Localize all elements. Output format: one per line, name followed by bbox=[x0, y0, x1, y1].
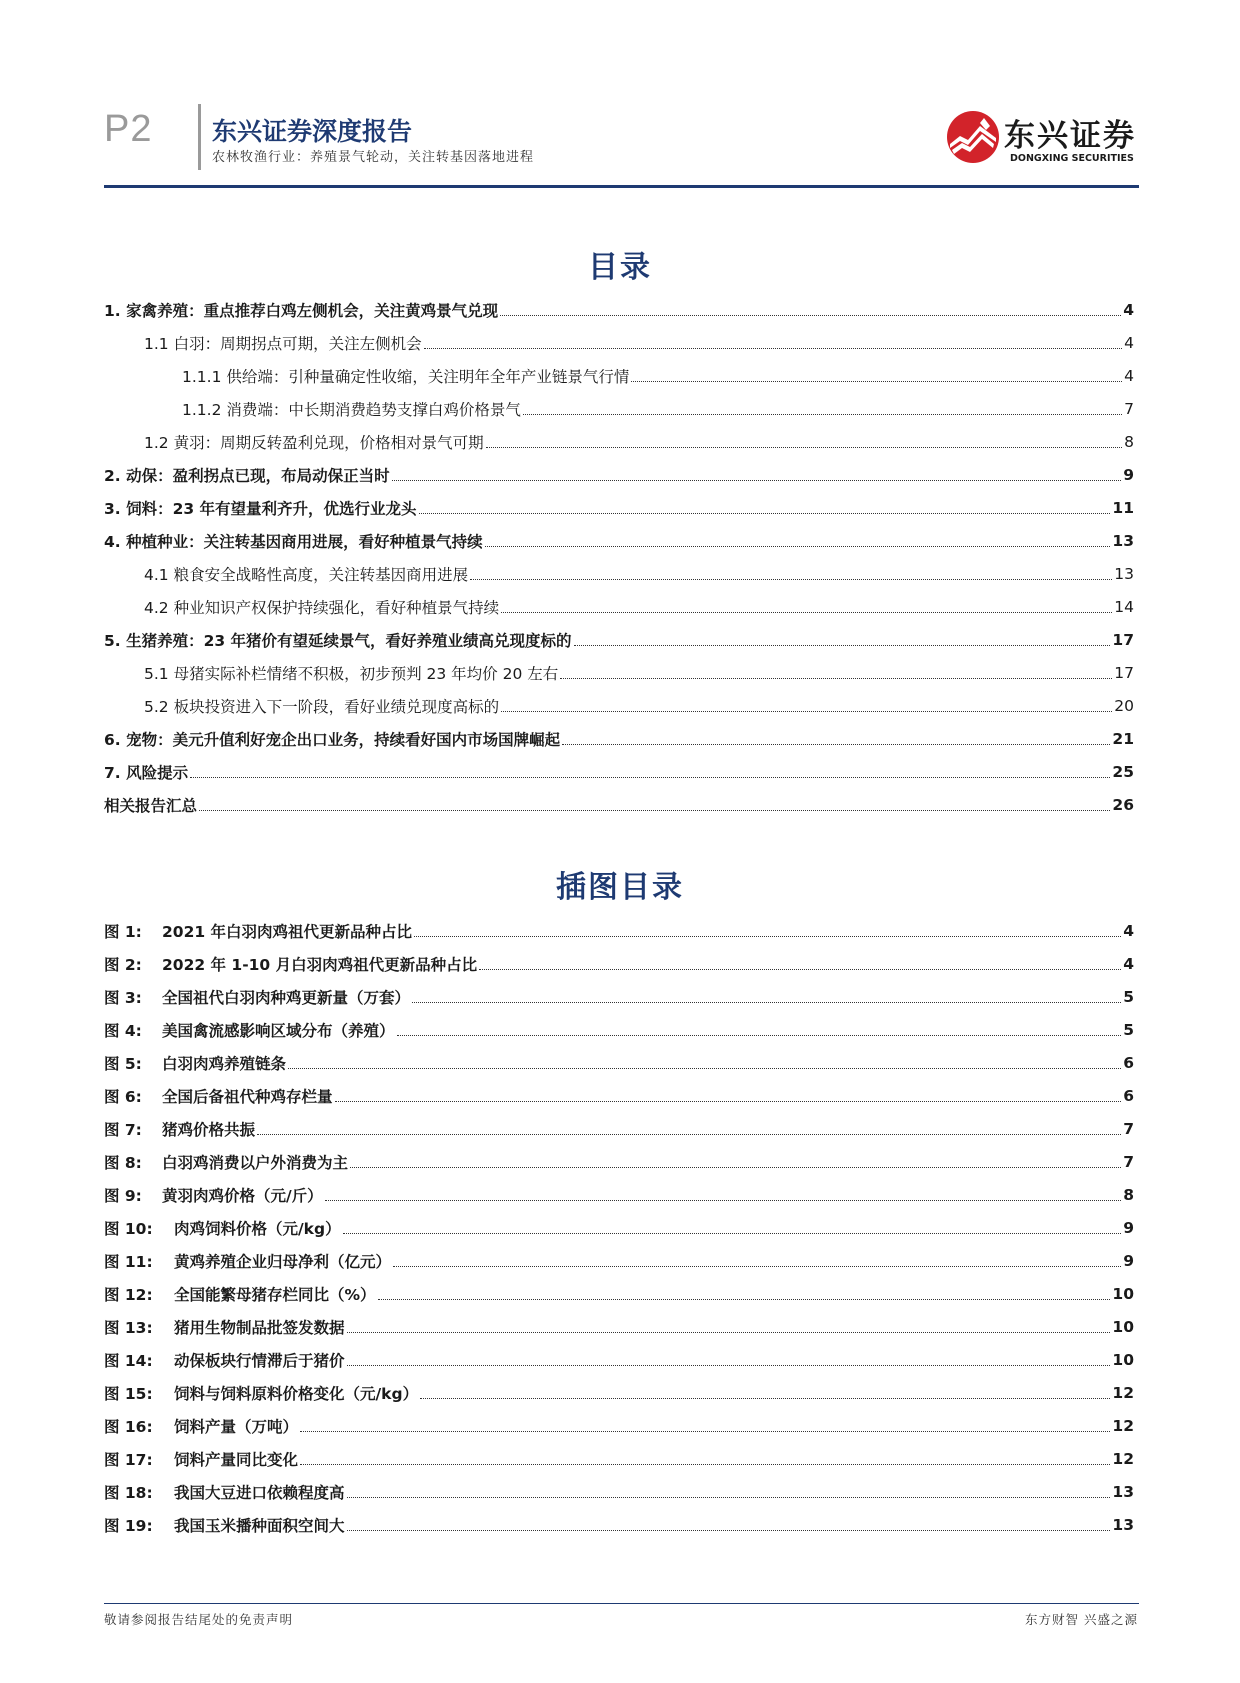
figure-entry-title bbox=[104, 1448, 298, 1470]
figure-entry-title bbox=[104, 1184, 323, 1206]
toc-entry[interactable] bbox=[104, 788, 1134, 821]
toc-entry-label: 6. 宠物：美元升值利好宠企出口业务，持续看好国内市场国牌崛起 bbox=[104, 730, 561, 749]
figure-caption: 我国玉米播种面积空间大 bbox=[174, 1516, 345, 1535]
figure-entry-page: 12 bbox=[1112, 1383, 1134, 1402]
header-divider bbox=[198, 104, 201, 170]
toc-entry-page: 4 bbox=[1123, 300, 1134, 319]
figure-caption: 饲料产量同比变化 bbox=[174, 1450, 299, 1469]
figure-entry-title bbox=[104, 1349, 345, 1371]
toc-entry[interactable] bbox=[104, 524, 1134, 557]
figure-entry-page: 6 bbox=[1123, 1053, 1134, 1072]
figure-entry[interactable] bbox=[104, 1277, 1134, 1310]
dot-leader bbox=[347, 1497, 1111, 1498]
figure-caption: 美国禽流感影响区域分布（养殖） bbox=[162, 1021, 395, 1040]
toc-entry-label: 3. 饲料：23 年有望量利齐升，优选行业龙头 bbox=[104, 499, 417, 518]
toc-entry[interactable] bbox=[104, 359, 1134, 392]
dot-leader bbox=[501, 711, 1112, 712]
toc-entry-page: 8 bbox=[1124, 432, 1134, 451]
figure-entry-page: 5 bbox=[1123, 987, 1134, 1006]
dot-leader bbox=[486, 447, 1123, 448]
figure-caption: 猪用生物制品批签发数据 bbox=[174, 1318, 345, 1337]
figure-entry[interactable] bbox=[104, 1343, 1134, 1376]
figure-entry-title bbox=[104, 1481, 345, 1503]
figure-number: 图 6: bbox=[104, 1087, 142, 1106]
figure-number: 图 9: bbox=[104, 1186, 142, 1205]
dot-leader bbox=[419, 513, 1111, 514]
figure-entry[interactable] bbox=[104, 1376, 1134, 1409]
toc-entry-label: 1.2 黄羽：周期反转盈利兑现，价格相对景气可期 bbox=[144, 433, 484, 452]
figure-entry-title bbox=[104, 1415, 298, 1437]
dot-leader bbox=[378, 1299, 1111, 1300]
figure-entry-page: 6 bbox=[1123, 1086, 1134, 1105]
toc-entry[interactable] bbox=[104, 326, 1134, 359]
figure-entry[interactable] bbox=[104, 914, 1134, 947]
figure-entry[interactable] bbox=[104, 1145, 1134, 1178]
figure-number: 图 1: bbox=[104, 922, 142, 941]
figure-entry-page: 7 bbox=[1123, 1119, 1134, 1138]
dot-leader bbox=[257, 1134, 1121, 1135]
dot-leader bbox=[350, 1167, 1121, 1168]
figure-number: 图 7: bbox=[104, 1120, 142, 1139]
figure-list bbox=[104, 914, 1134, 1541]
figure-number: 图 19: bbox=[104, 1516, 153, 1535]
figure-caption: 我国大豆进口依赖程度高 bbox=[174, 1483, 345, 1502]
figure-entry[interactable] bbox=[104, 1079, 1134, 1112]
figure-entry[interactable] bbox=[104, 1244, 1134, 1277]
figure-entry[interactable] bbox=[104, 1112, 1134, 1145]
figure-entry-title bbox=[104, 1283, 376, 1305]
toc-entry[interactable] bbox=[104, 557, 1134, 590]
toc-entry-page: 13 bbox=[1112, 531, 1134, 550]
dot-leader bbox=[190, 777, 1110, 778]
figure-caption: 全国后备祖代种鸡存栏量 bbox=[162, 1087, 333, 1106]
figure-entry-page: 4 bbox=[1123, 921, 1134, 940]
figure-entry[interactable] bbox=[104, 1508, 1134, 1541]
toc-entry-page: 11 bbox=[1112, 498, 1134, 517]
figures-title: 插图目录 bbox=[556, 870, 684, 905]
company-logo bbox=[944, 106, 1144, 168]
toc-entry-page: 4 bbox=[1124, 366, 1134, 385]
figure-number: 图 3: bbox=[104, 988, 142, 1007]
figure-entry-page: 10 bbox=[1112, 1317, 1134, 1336]
figure-caption: 黄鸡养殖企业归母净利（亿元） bbox=[174, 1252, 392, 1271]
figure-entry[interactable] bbox=[104, 1046, 1134, 1079]
figure-entry-page: 13 bbox=[1112, 1482, 1134, 1501]
toc-entry-label: 1. 家禽养殖：重点推荐白鸡左侧机会，关注黄鸡景气兑现 bbox=[104, 301, 499, 320]
toc-entry-page: 20 bbox=[1114, 696, 1134, 715]
figure-number: 图 4: bbox=[104, 1021, 142, 1040]
figure-entry[interactable] bbox=[104, 1409, 1134, 1442]
figure-caption: 全国祖代白羽肉种鸡更新量（万套） bbox=[162, 988, 411, 1007]
logo-name: 东兴证券 bbox=[1004, 118, 1136, 154]
figure-entry-page: 7 bbox=[1123, 1152, 1134, 1171]
figure-number: 图 13: bbox=[104, 1318, 153, 1337]
toc-list bbox=[104, 293, 1134, 821]
toc-entry-page: 17 bbox=[1112, 630, 1134, 649]
report-title: 东兴证券深度报告 bbox=[212, 117, 413, 146]
figure-number: 图 11: bbox=[104, 1252, 153, 1271]
figure-number: 图 15: bbox=[104, 1384, 153, 1403]
figure-caption: 动保板块行情滞后于猪价 bbox=[174, 1351, 345, 1370]
logo-english: DONGXING SECURITIES bbox=[1010, 153, 1134, 164]
dot-leader bbox=[414, 936, 1121, 937]
logo-emblem-icon bbox=[944, 106, 1004, 168]
toc-entry-label: 1.1 白羽：周期拐点可期，关注左侧机会 bbox=[144, 334, 422, 353]
dot-leader bbox=[347, 1530, 1111, 1531]
figure-number: 图 14: bbox=[104, 1351, 153, 1370]
figure-entry-title bbox=[104, 1085, 333, 1107]
page-label: P2 bbox=[104, 108, 153, 150]
dot-leader bbox=[420, 1398, 1110, 1399]
figure-caption: 黄羽肉鸡价格（元/斤） bbox=[162, 1186, 323, 1205]
figure-entry-title bbox=[104, 953, 477, 975]
figure-entry-page: 5 bbox=[1123, 1020, 1134, 1039]
dot-leader bbox=[335, 1101, 1122, 1102]
dot-leader bbox=[560, 678, 1112, 679]
figure-entry-page: 12 bbox=[1112, 1449, 1134, 1468]
figure-entry-title bbox=[104, 1217, 341, 1239]
figure-caption: 全国能繁母猪存栏同比（%） bbox=[174, 1285, 376, 1304]
toc-entry-page: 17 bbox=[1114, 663, 1134, 682]
dot-leader bbox=[397, 1035, 1122, 1036]
dot-leader bbox=[199, 810, 1110, 811]
figure-entry-title bbox=[104, 986, 410, 1008]
dot-leader bbox=[347, 1332, 1111, 1333]
toc-entry-label: 4.2 种业知识产权保护持续强化，看好种植景气持续 bbox=[144, 598, 500, 617]
toc-entry[interactable] bbox=[104, 425, 1134, 458]
figure-entry[interactable] bbox=[104, 1013, 1134, 1046]
footer-rule bbox=[104, 1603, 1139, 1604]
toc-entry[interactable] bbox=[104, 689, 1134, 722]
figure-entry-title bbox=[104, 1052, 286, 1074]
figure-entry-title bbox=[104, 1118, 255, 1140]
toc-entry[interactable] bbox=[104, 392, 1134, 425]
figure-entry[interactable] bbox=[104, 1178, 1134, 1211]
toc-entry[interactable] bbox=[104, 491, 1134, 524]
figure-number: 图 10: bbox=[104, 1219, 153, 1238]
report-subtitle: 农林牧渔行业：养殖景气轮动，关注转基因落地进程 bbox=[212, 150, 535, 165]
figure-entry-page: 12 bbox=[1112, 1416, 1134, 1435]
footer-slogan: 东方财智 兴盛之源 bbox=[1025, 1612, 1138, 1627]
dot-leader bbox=[631, 381, 1122, 382]
figure-entry-title bbox=[104, 1514, 345, 1536]
toc-entry-label: 4.1 粮食安全战略性高度，关注转基因商用进展 bbox=[144, 565, 469, 584]
figure-caption: 饲料产量（万吨） bbox=[174, 1417, 299, 1436]
figure-entry[interactable] bbox=[104, 980, 1134, 1013]
figure-caption: 2021 年白羽肉鸡祖代更新品种占比 bbox=[162, 922, 413, 941]
toc-entry-label: 2. 动保：盈利拐点已现，布局动保正当时 bbox=[104, 466, 390, 485]
dot-leader bbox=[523, 414, 1122, 415]
toc-entry-label: 5. 生猪养殖：23 年猪价有望延续景气，看好养殖业绩高兑现度标的 bbox=[104, 631, 572, 650]
footer-disclaimer: 敬请参阅报告结尾处的免责声明 bbox=[104, 1612, 294, 1627]
figure-caption: 猪鸡价格共振 bbox=[162, 1120, 256, 1139]
dot-leader bbox=[574, 645, 1111, 646]
figure-number: 图 17: bbox=[104, 1450, 153, 1469]
toc-entry-page: 21 bbox=[1112, 729, 1134, 748]
dot-leader bbox=[288, 1068, 1121, 1069]
figure-entry-page: 13 bbox=[1112, 1515, 1134, 1534]
toc-entry-page: 7 bbox=[1124, 399, 1134, 418]
figure-caption: 饲料与饲料原料价格变化（元/kg） bbox=[174, 1384, 419, 1403]
figure-entry[interactable] bbox=[104, 1310, 1134, 1343]
dot-leader bbox=[479, 969, 1121, 970]
toc-entry-page: 25 bbox=[1112, 762, 1134, 781]
toc-entry-label: 相关报告汇总 bbox=[104, 796, 198, 815]
header-rule bbox=[104, 185, 1139, 188]
toc-entry[interactable] bbox=[104, 722, 1134, 755]
toc-entry-page: 4 bbox=[1124, 333, 1134, 352]
figure-entry-page: 9 bbox=[1123, 1218, 1134, 1237]
dot-leader bbox=[424, 348, 1123, 349]
figure-entry-title bbox=[104, 1019, 395, 1041]
dot-leader bbox=[300, 1431, 1110, 1432]
toc-entry-page: 14 bbox=[1114, 597, 1134, 616]
toc-entry-page: 9 bbox=[1123, 465, 1134, 484]
toc-entry-label: 5.2 板块投资进入下一阶段，看好业绩兑现度高标的 bbox=[144, 697, 500, 716]
toc-entry[interactable] bbox=[104, 458, 1134, 491]
dot-leader bbox=[300, 1464, 1110, 1465]
dot-leader bbox=[485, 546, 1111, 547]
figure-entry-title bbox=[104, 1151, 348, 1173]
dot-leader bbox=[392, 480, 1122, 481]
toc-entry-label: 4. 种植种业：关注转基因商用进展，看好种植景气持续 bbox=[104, 532, 483, 551]
figure-entry-page: 8 bbox=[1123, 1185, 1134, 1204]
figure-entry[interactable] bbox=[104, 947, 1134, 980]
dot-leader bbox=[393, 1266, 1121, 1267]
figure-entry-page: 4 bbox=[1123, 954, 1134, 973]
figure-entry-page: 9 bbox=[1123, 1251, 1134, 1270]
toc-entry-page: 26 bbox=[1112, 795, 1134, 814]
figure-number: 图 2: bbox=[104, 955, 142, 974]
figure-entry-title bbox=[104, 920, 412, 942]
figure-entry[interactable] bbox=[104, 1475, 1134, 1508]
toc-entry-label: 1.1.1 供给端：引种量确定性收缩，关注明年全年产业链景气行情 bbox=[182, 367, 630, 386]
dot-leader bbox=[470, 579, 1112, 580]
figure-caption: 2022 年 1-10 月白羽肉鸡祖代更新品种占比 bbox=[162, 955, 478, 974]
toc-entry-page: 13 bbox=[1114, 564, 1134, 583]
figure-caption: 肉鸡饲料价格（元/kg） bbox=[174, 1219, 341, 1238]
figure-entry-title bbox=[104, 1382, 418, 1404]
toc-entry-label: 1.1.2 消费端：中长期消费趋势支撑白鸡价格景气 bbox=[182, 400, 521, 419]
dot-leader bbox=[347, 1365, 1111, 1366]
figure-entry-page: 10 bbox=[1112, 1350, 1134, 1369]
dot-leader bbox=[562, 744, 1110, 745]
dot-leader bbox=[501, 612, 1112, 613]
figure-entry-page: 10 bbox=[1112, 1284, 1134, 1303]
toc-entry-label: 7. 风险提示 bbox=[104, 763, 189, 782]
figure-number: 图 8: bbox=[104, 1153, 142, 1172]
toc-entry[interactable] bbox=[104, 590, 1134, 623]
figure-number: 图 18: bbox=[104, 1483, 153, 1502]
figure-number: 图 16: bbox=[104, 1417, 153, 1436]
toc-entry[interactable] bbox=[104, 656, 1134, 689]
figure-entry-title bbox=[104, 1250, 391, 1272]
toc-entry[interactable] bbox=[104, 293, 1134, 326]
figure-caption: 白羽鸡消费以户外消费为主 bbox=[162, 1153, 349, 1172]
figure-entry[interactable] bbox=[104, 1211, 1134, 1244]
figure-caption: 白羽肉鸡养殖链条 bbox=[162, 1054, 287, 1073]
toc-entry[interactable] bbox=[104, 755, 1134, 788]
toc-entry[interactable] bbox=[104, 623, 1134, 656]
dot-leader bbox=[343, 1233, 1122, 1234]
dot-leader bbox=[500, 315, 1121, 316]
figure-number: 图 5: bbox=[104, 1054, 142, 1073]
figure-number: 图 12: bbox=[104, 1285, 153, 1304]
dot-leader bbox=[325, 1200, 1122, 1201]
toc-title: 目录 bbox=[588, 250, 652, 285]
dot-leader bbox=[412, 1002, 1121, 1003]
toc-entry-label: 5.1 母猪实际补栏情绪不积极，初步预判 23 年均价 20 左右 bbox=[144, 664, 559, 683]
figure-entry-title bbox=[104, 1316, 345, 1338]
figure-entry[interactable] bbox=[104, 1442, 1134, 1475]
